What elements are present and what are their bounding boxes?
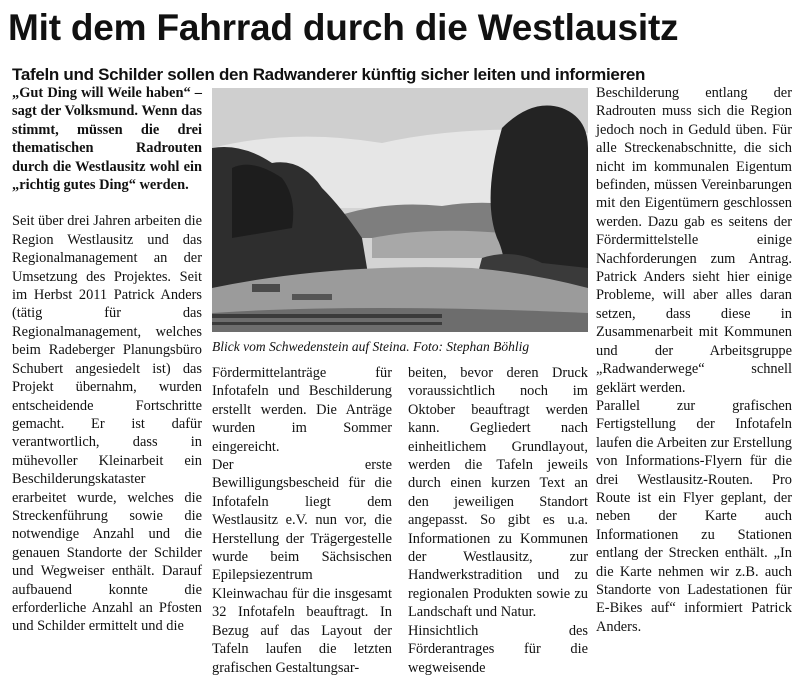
body-paragraph: Hinsichtlich des Förderantrages für die wegweisende bbox=[408, 622, 588, 676]
landscape-photo-illustration bbox=[212, 88, 588, 332]
body-paragraph: Seit über drei Jahren arbeiten die Region Westlausitz und das Regionalmanagement an der Umsetzung des Projektes. Seit im Herbst 2011 Patrick Anders (tätig für das Regionalmanagement, welches beim Radeberger Planungsbüro Schubert angesiedelt ist) das Projekt übernahm, wurden entscheidende Fortschritte gemacht. Er ist dafür verantwortlich, dass in mühevoller Kleinarbeit ein Beschilderungskataster erarbeitet wurde, welches die Streckenführung sowie die notwendige Anzahl und die genauen Standorte der Schilder und Wegweiser enthält. Darauf aufbauend konnte die erforderliche Anzahl an Pfosten und Schilder ermittelt und die bbox=[12, 213, 202, 635]
photo-caption: Blick vom Schwedenstein auf Steina. Foto: Stephan Böhlig bbox=[212, 339, 530, 354]
headline: Mit dem Fahrrad durch die Westlausitz bbox=[8, 7, 679, 48]
body-paragraph: Beschilderung entlang der Radrouten muss sich die Region jedoch noch in Geduld üben. Für alle Streckenabschnitte, die sich nicht im kommunalen Eigentum befinden, müssen Vereinbarungen mit den Eigentümern geschlossen werden. Dazu gab es seitens der Fördermittelstelle einige Nachforderungen zum Antrag. Patrick Anders sieht hier einige Probleme, will aber alles daran setzen, dass diese in Zusammenarbeit mit Kommunen und der Arbeitsgruppe „Radwanderwege“ schnell geklärt werden. bbox=[596, 85, 792, 396]
body-paragraph: Der erste Bewilligungsbescheid für die Infotafeln liegt dem Westlausitz e.V. nun vor, die Herstellung der Trägergestelle wurde beim Sächsischen Epilepsiezentrum Kleinwachau für die insgesamt 32 Infotafeln beauftragt. In Bezug auf das Layout der Tafeln laufen die letzten grafischen Gestaltungsar- bbox=[212, 457, 392, 676]
column-4 bbox=[596, 84, 792, 636]
body-paragraph: Parallel zur grafischen Fertigstellung der Infotafeln laufen die Arbeiten zur Erstellung von Informations-Flyern für die drei Westlausitz-Routen. Pro Route ist ein Flyer geplant, der neben der Karte auch Informationen zu Stationen entlang der Strecken enthält. „In die Karte nehmen wir z.B. auch Standorte von Ladestationen für E-Bikes auf“ informiert Patrick Anders. bbox=[596, 397, 792, 635]
body-paragraph: beiten, bevor deren Druck voraussichtlich noch im Oktober beauftragt werden kann. Gegliedert nach einheitlichem Grundlayout, werden die Tafeln jeweils durch einen kurzen Text an den jeweiligen Standort angepasst. So gibt es u.a. Informationen zu Kommunen der Westlausitz, zur Handwerkstradition und zu regionalen Produkten sowie zu Landschaft und Natur. bbox=[408, 365, 588, 621]
column-3 bbox=[408, 364, 588, 677]
body-paragraph: Fördermittelanträge für Infotafeln und Beschilderung erstellt werden. Die Anträge wurden im Sommer eingereicht. bbox=[212, 365, 392, 455]
article-photo bbox=[212, 88, 588, 332]
column-2 bbox=[212, 364, 392, 677]
column-1 bbox=[12, 84, 202, 636]
subheadline: Tafeln und Schilder sollen den Radwanderer künftig sicher leiten und informieren bbox=[12, 65, 646, 84]
lead-paragraph: „Gut Ding will Weile haben“ – sagt der Volksmund. Wenn das stimmt, müssen die drei thematischen Radrouten durch die Westlausitz wohl ein „richtig gutes Ding“ werden. bbox=[12, 85, 202, 194]
